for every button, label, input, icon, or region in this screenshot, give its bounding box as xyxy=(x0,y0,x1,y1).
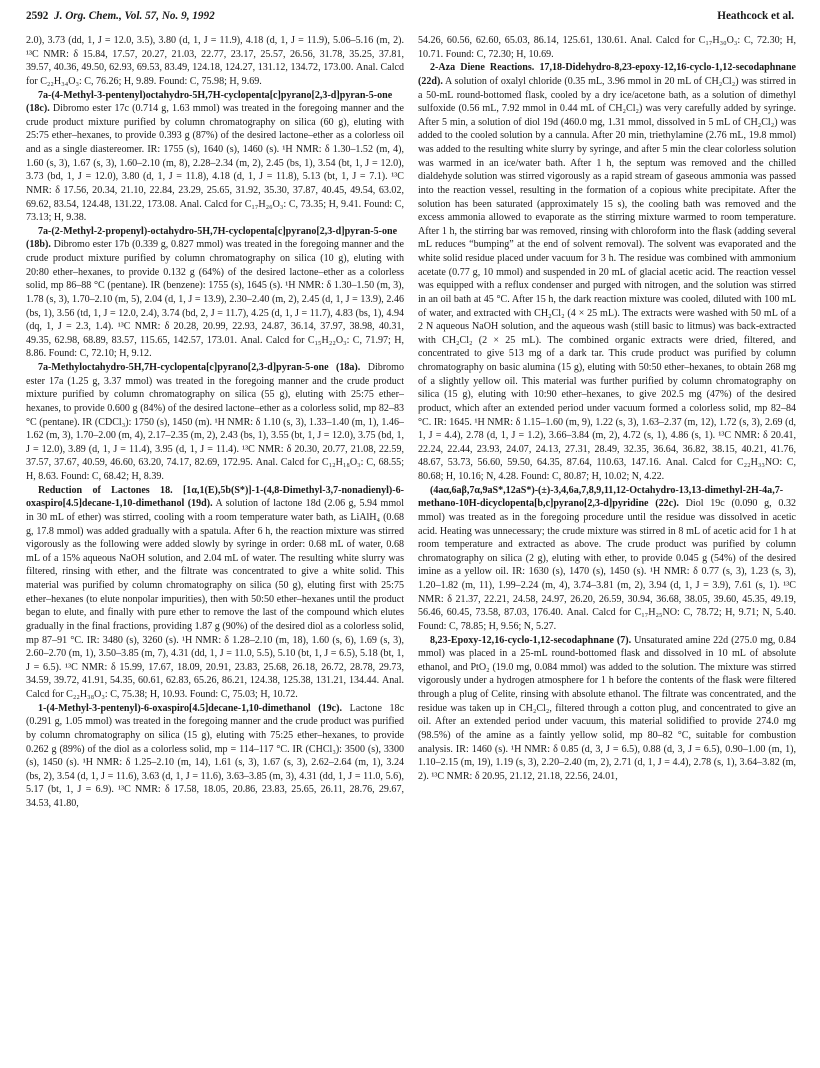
paragraph xyxy=(26,361,404,484)
paragraph-body: Lactone 18c (0.291 g, 1.05 mmol) was treated in the foregoing manner and the crude product was purified by column chromatography on silica (15 g), eluting with 75:25 ether–hexanes, to provide 0.262 g (89%) of the diol as a colorless solid, mp = 114–117 °C. IR (CHCl₃): 3500 (s), 3300 (s), 1450 (s). ¹H NMR: δ 1.25–2.10 (m, 14), 1.61 (s, 3), 1.67 (s, 3), 2.62–2.64 (m, 1), 3.24 (bs, 2), 3.54 (d, 1, J = 11.6), 3.63 (d, 1, J = 11.6), 3.63–3.85 (m, 3), 4.31 (dd, 1, J = 11.0, 5.6), 5.17 (bt, 1, J = 6.9). ¹³C NMR: δ 17.58, 18.05, 20.86, 23.83, 25.65, 26.11, 28.76, 29.67, 34.53, 41.80, xyxy=(26,702,404,809)
paragraph: 2.0), 3.73 (dd, 1, J = 12.0, 3.5), 3.80 (d, 1, J = 11.9), 4.18 (d, 1, J = 11.9), 5.06–5.16 (m, 2). ¹³C NMR: δ 15.84, 17.57, 20.27, 21.03, 22.77, 23.17, 25.57, 26.56, 31.78, 35.25, 37.81, 39.57, 40.36, 49.50, 62.93, 69.53, 83.49, 124.18, 124.27, 131.12, 134.72, 173.00. Anal. Calcd for C₂₂H₃₄O₃: C, 76.26; H, 9.89. Found: C, 75.98; H, 9.69. xyxy=(26,35,404,87)
compound-heading: 1-(4-Methyl-3-pentenyl)-6-oxaspiro[4.5]decane-1,10-dimethanol (19c). xyxy=(38,702,342,714)
compound-heading: 7a-(4-Methyl-3-pentenyl)octahydro-5H,7H-cyclopenta[c]pyrano[2,3-d]pyran-5-one (18c). xyxy=(26,89,393,115)
paragraph-body: Dibromo ester 17c (0.714 g, 1.63 mmol) was treated in the foregoing manner and the crude product mixture purified by column chromatography on silica (60 g), eluting with 25:75 ether–hexanes, to provide 0.393 g (87%) of the desired lactone–ether as a colorless oil and as a single diastereomer. IR: 1755 (s), 1640 (s), 1460 (s). ¹H NMR: δ 1.30–1.52 (m, 4), 1.60 (s, 3), 1.67 (s, 3), 1.60–2.10 (m, 8), 2.28–2.34 (m, 2), 2.45 (bs, 1), 3.54 (bt, 1, J = 12.0), 3.73 (bd, 1, J = 12.0), 3.80 (d, 1, J = 11.8), 4.18 (d, 1, J = 11.8), 5.13 (bt, 1, J = 7.1). ¹³C NMR: δ 17.56, 20.34, 21.10, 22.84, 23.29, 25.65, 31.92, 35.30, 37.87, 40.45, 49.54, 63.02, 69.62, 83.54, 124.48, 131.22, 173.08. Anal. Calcd for C₁₇H₂₆O₃: C, 73.35; H, 9.41. Found: C, 73.13; H, 9.38. xyxy=(26,103,404,224)
compound-heading: 7a-(2-Methyl-2-propenyl)-octahydro-5H,7H-cyclopenta[c]pyrano[2,3-d]pyran-5-one (18b). xyxy=(26,225,398,251)
running-authors: Heathcock et al. xyxy=(717,10,794,22)
paragraph-body: Dibromo ester 17a (1.25 g, 3.37 mmol) was treated in the foregoing manner and the crude product mixture purified by column chromatography on silica (55 g), eluting with 25:75 ether–hexanes, to provide 0.600 g (84%) of the desired lactone–ether as a colorless solid, mp 82–83 °C (pentane). IR (CDCl₃): 1750 (s), 1450 (m). ¹H NMR: δ 1.10 (s, 3), 1.33–1.40 (m, 1), 1.46–1.62 (m, 3), 1.70–2.00 (m, 4), 2.17–2.35 (m, 2), 2.43 (bs, 1), 3.55 (bt, 1, J = 12.0), 3.75 (bd, 1, J = 12.0), 3.89 (d, 1, J = 11.4), 3.95 (d, 1, J = 11.4). ¹³C NMR: δ 20.30, 20.77, 21.08, 22.59, 37.57, 37.67, 40.59, 46.60, 63.20, 74.17, 82.69, 172.95. Anal. Calcd for C₁₂H₁₈O₃: C, 68.55; H, 8.63. Found: C, 68.42; H, 8.39. xyxy=(26,362,404,482)
compound-heading: (4aα,6aβ,7α,9aS*,12aS*)-(±)-3,4,6a,7,8,9,11,12-Octahydro-13,13-dimethyl-2H-4a,7-methano-10H-dicyclopenta[b,c]pyrano[2,3-d]pyridine (22c). xyxy=(418,484,784,510)
running-header xyxy=(26,10,794,30)
paragraph-body: A solution of oxalyl chloride (0.35 mL, 3.96 mmol in 20 mL of CH₂Cl₂) was stirred in a 50-mL round-bottomed flask, cooled by a dry ice/acetone bath, as a solution of dimethyl sulfoxide (0.56 mL, 7.92 mmol in 0.44 mL of CH₂Cl₂) was very carefully added by syringe. After 5 min, a solution of diol 19d (460.0 mg, 1.31 mmol, dissolved in 5 mL of CH₂Cl₂) was added to the cooled solution by a cannula. After 20 min, triethylamine (2.76 mL, 19.8 mmol) was added to the resulting white slurry by syringe, and after 5 min the clear colorless solution was warmed in an ice/water bath. After 1 h, the septum was removed and the chilled dialdehyde solution was stirred vigorously as a rapid stream of gaseous ammonia was passed into the reaction vessel, resulting in the formation of a copious white precipitate. After the solution has been saturated (approximately 15 s), the cooling bath was removed and the excess ammonia allowed to evaporate as the stirring mixture warmed to room temperature. After 1 h, the stirring bar was removed, rinsing with chloroform into the flask (adding several mL reduces “bumping” at the end of solvent removal). The solvent was evaporated and the white solid residue placed under vacuum for 3 h. The residue was combined with ammonium acetate (0.77 g, 10 mmol) and suspended in 20 mL of glacial acetic acid. The reaction vessel was equipped with a reflux condenser and purged with nitrogen, and the solution was stirred in an oil bath at 45 °C. After 15 h, the dark reaction mixture was cooled, diluted with 100 mL of water, and extracted with CH₂Cl₂ (4 × 25 mL). The extracts were washed with 50 mL of a 2 N aqueous NaOH solution, and the aqueous wash (still basic to litmus) was back-extracted with CH₂Cl₂ (2 × 25 mL). The combined organic extracts were dried, filtered, and concentrated to give 513 mg of a dark tar. This crude product was purified by column chromatography on basic alumina (15 g), eluting with 50:50 ether–hexanes, to obtain 268 mg of a slightly yellow oil. This material was further purified by column chromatography on silica (15 g), eluting with 10:90 ether–hexanes, to give 202.5 mg (47%) of the desired product, which after an extended period under vacuum formed a colorless solid, mp 82–84 °C. IR: 1645. ¹H NMR: δ 1.15–1.60 (m, 9), 1.22 (s, 3), 1.63–2.37 (m, 12), 1.72 (s, 3), 2.69 (d, 1, J = 4.4), 2.78 (d, 1, J = 1.2), 3.66–3.84 (m, 2), 4.72 (s, 1), 4.86 (s, 1). ¹³C NMR: δ 20.41, 22.24, 22.44, 23.93, 24.07, 24.13, 27.31, 28.49, 32.35, 36.64, 36.82, 38.15, 40.21, 41.76, 48.67, 53.73, 56.60, 59.50, 64.35, 87.64, 110.63, 147.16. Anal. Calcd for C₂₂H₃₃NO: C, 80.68; H, 10.16; N, 4.28. Found: C, 80.87; H, 10.02; N, 4.22. xyxy=(418,75,796,482)
paragraph xyxy=(26,702,404,811)
paragraph: 54.26, 60.56, 62.60, 65.03, 86.14, 125.61, 130.61. Anal. Calcd for C₁₇H₃₀O₃: C, 72.30; H, 10.71. Found: C, 72.30; H, 10.69. xyxy=(418,35,796,60)
section-heading: 2-Aza Diene Reactions. 17,18-Didehydro-8,23-epoxy-12,16-cyclo-1,12-secodaphnane (22d). xyxy=(418,62,796,87)
journal-citation: J. Org. Chem., Vol. 57, No. 9, 1992 xyxy=(54,10,215,22)
right-column xyxy=(418,34,796,1056)
paragraph-body: Dibromo ester 17b (0.339 g, 0.827 mmol) was treated in the foregoing manner and the crude product mixture purified by column chromatography on silica (10 g), eluting with 20:80 ether–hexanes, to provide 0.132 g (64%) of the desired lactone–ether as a colorless solid, mp 86–88 °C (pentane). IR (benzene): 1755 (s), 1645 (s). ¹H NMR: δ 1.30–1.50 (m, 3), 1.78 (s, 3), 1.70–2.10 (m, 5), 2.04 (d, 1, J = 13.9), 2.30–2.40 (m, 2), 2.45 (d, 1, J = 13.9), 2.46 (bs, 1), 3.56 (td, 1, J = 12.0, 2.4), 3.74 (bd, 2, J = 11.7), 4.25 (d, 1, J = 11.7), 4.83 (bs, 1), 4.94 (dq, 1, J = 2.3, 1.4). ¹³C NMR: δ 20.28, 20.99, 22.93, 24.87, 36.14, 37.97, 38.98, 40.31, 49.35, 62.98, 68.89, 83.57, 115.65, 142.57, 173.01. Anal. Calcd for C₁₅H₂₂O₃: C, 71.97; H, 8.86. Found: C, 72.10; H, 9.12. xyxy=(26,239,404,360)
paragraph xyxy=(418,484,796,634)
compound-heading: 7a-Methyloctahydro-5H,7H-cyclopenta[c]pyrano[2,3-d]pyran-5-one (18a). xyxy=(38,362,361,373)
paragraph xyxy=(418,61,796,483)
paragraph xyxy=(26,89,404,225)
left-column xyxy=(26,34,404,1056)
paragraph xyxy=(418,634,796,784)
paragraph xyxy=(26,484,404,702)
compound-heading: 8,23-Epoxy-12,16-cyclo-1,12-secodaphnane (7). xyxy=(430,634,632,646)
page-number: 2592 xyxy=(26,10,49,22)
paragraph-body: Diol 19c (0.090 g, 0.32 mmol) was treated as in the foregoing procedure until the residue was dissolved in acetic acid. Heating was unnecessary; the crude mixture was stirred in 8 mL of acetic acid for 1 h at room temperature and extracted as above. The crude product was purified by column chromatography on silica (2 g), eluting with ether, to provide 0.045 g (54%) of the desired imine as a yellow oil. IR: 1630 (s), 1470 (s), 1450 (s). ¹H NMR: δ 0.77 (s, 3), 1.23 (s, 3), 1.20–1.82 (m, 11), 1.99–2.24 (m, 4), 3.74–3.81 (m, 2), 3.94 (d, 1, J = 3.9), 7.61 (s, 1). ¹³C NMR: δ 21.37, 22.21, 24.58, 24.97, 26.20, 26.59, 30.94, 36.68, 38.05, 39.60, 45.35, 49.19, 56.46, 60.45, 73.58, 87.03, 176.40. Anal. Calcd for C₁₇H₂₅NO: C, 78.72; H, 9.71; N, 5.40. Found: C, 78.85; H, 9.56; N, 5.27. xyxy=(418,498,796,632)
paragraph-body: A solution of lactone 18d (2.06 g, 5.94 mmol in 30 mL of ether) was stirred, cooling with a room temperature water bath, as LiAlH₄ (0.68 g, 17.8 mmol) was added gradually with a spatula. After 6 h, the reaction mixture was stirred vigorously as the following were added slowly by syringe in order: 0.68 mL of water, 0.68 mL of a 15% aqueous NaOH solution, and 2.04 mL of water. The resulting white slurry was filtered, rinsing with ether, and the filtrate was concentrated to give a white solid. This material was purified by column chromatography on silica (50 g), eluting first with 25:75 ether–hexanes (to elute nonpolar impurities), then with 50:50 ether–hexanes until the product began to elute, and finally with pure ether to remove the last of the compound which elutes gradually in the final fractions, providing 1.87 g (90%) of the desired diol as a colorless solid, mp 87–91 °C. IR: 3480 (s), 3260 (s). ¹H NMR: δ 1.28–2.10 (m, 18), 1.60 (s, 6), 1.69 (s, 3), 2.60–2.70 (m, 1), 3.50–3.85 (m, 7), 4.31 (dd, 1, J = 11.0, 5.5), 5.10 (bt, 1, J = 6.5), 5.18 (bt, 1, J = 6.5). ¹³C NMR: δ 15.99, 17.67, 18.09, 20.91, 23.83, 25.68, 26.18, 26.72, 28.78, 29.73, 34.59, 39.72, 41.91, 54.35, 60.61, 62.83, 65.26, 86.21, 124.38, 125.38, 131.21, 134.44. Anal. Calcd for C₂₂H₃₈O₃: C, 75.38; H, 10.93. Found: C, 75.03; H, 10.72. xyxy=(26,498,404,700)
paragraph-body: Unsaturated amine 22d (275.0 mg, 0.84 mmol) was placed in a 25-mL round-bottomed flask and dissolved in 10 mL of absolute ethanol, and PtO₂ (19.0 mg, 0.084 mmol) was added to the solution. The mixture was stirred vigorously under a hydrogen atmosphere for 1 h before the contents of the flask were filtered through a plug of Celite, rinsing with absolute ethanol. The filtrate was concentrated, and the residue was taken up in CH₂Cl₂, filtered through a cotton plug, and concentrated to give an oil. After an extended period under vacuum, this material solidified to provide 274.0 mg (98.5%) of the amine as a faintly yellow solid, mp 80–82 °C, suitable for combustion analysis. IR: 1460 (s). ¹H NMR: δ 0.85 (d, 3, J = 6.5), 0.88 (d, 3, J = 6.5), 0.90–1.00 (m, 1), 1.10–2.15 (m, 19), 1.19 (s, 3), 2.20–2.40 (m, 2), 2.71 (d, 1, J = 4.4), 2.78 (s, 1), 3.64–3.82 (m, 2). ¹³C NMR: δ 20.95, 21.12, 21.18, 22.56, 24.01, xyxy=(418,634,796,782)
paragraph xyxy=(26,225,404,361)
section-heading: Reduction of Lactones 18. [1α,1(E),5b(S*)]-1-(4,8-Dimethyl-3,7-nonadienyl)-6-oxaspiro[4.5]decane-1,10-dimethanol (19d). xyxy=(26,484,404,510)
